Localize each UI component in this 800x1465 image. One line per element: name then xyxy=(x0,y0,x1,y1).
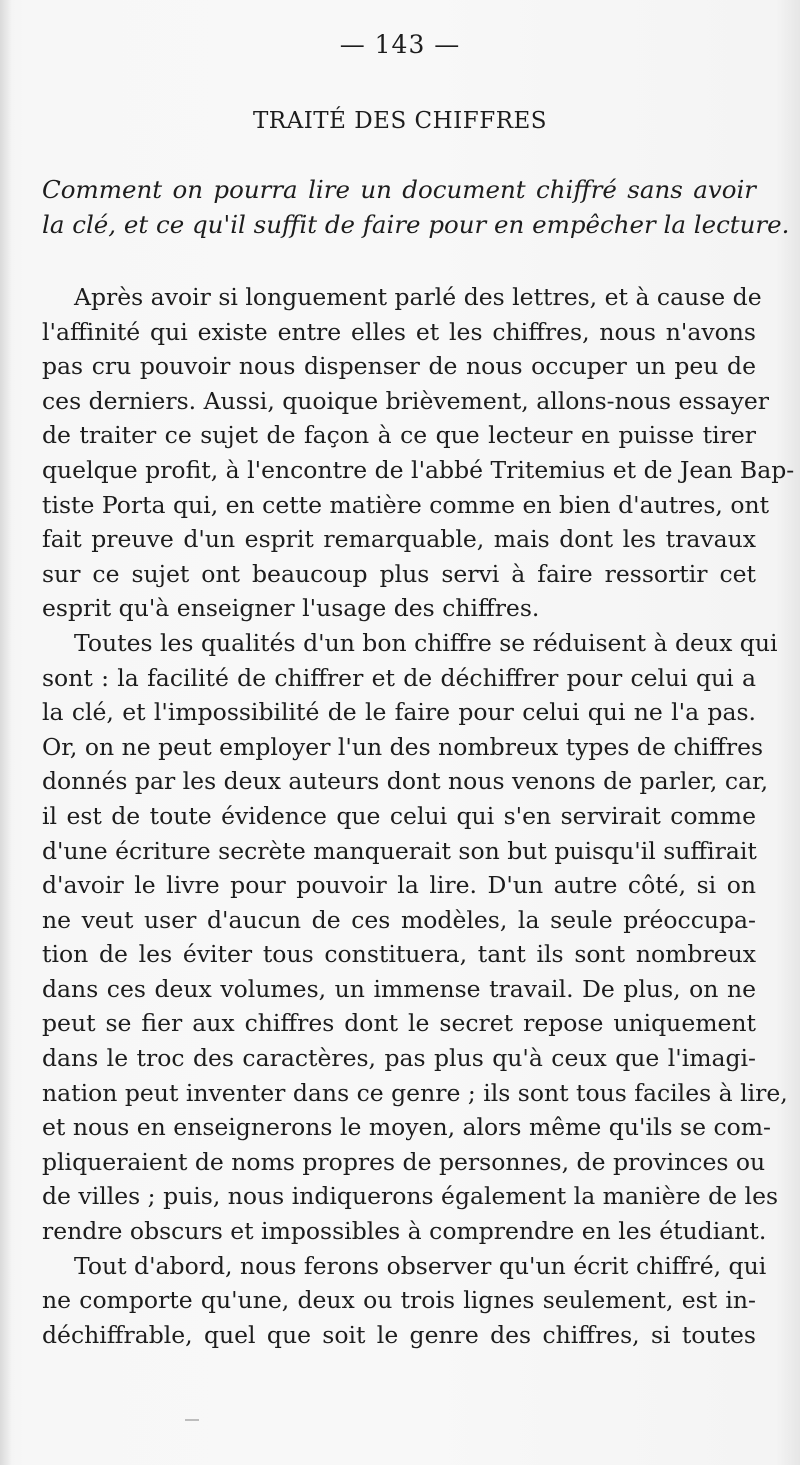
text-line: esprit qu'à enseigner l'usage des chiffres. xyxy=(42,594,540,623)
text-line: pliqueraient de noms propres de personnes, de provinces ou xyxy=(42,1147,766,1176)
text-line: ne veut user d'aucun de ces modèles, la seule préoccupa- xyxy=(42,905,756,934)
text-line: d'avoir le livre pour pouvoir la lire. D'un autre côté, si on xyxy=(42,871,756,900)
paragraph xyxy=(42,1249,767,1353)
text-line: tion de les éviter tous constituera, tant ils sont nombreux xyxy=(42,940,756,969)
text-line: de villes ; puis, nous indiquerons également la manière de les xyxy=(42,1182,779,1211)
text-line: sont : la facilité de chiffrer et de déchiffrer pour celui qui a xyxy=(42,663,756,692)
text-line: nation peut inventer dans ce genre ; ils sont tous faciles à lire, xyxy=(42,1078,788,1107)
text-line: sur ce sujet ont beaucoup plus servi à faire ressortir cet xyxy=(42,559,756,588)
text-line: dans le troc des caractères, pas plus qu'à ceux que l'imagi- xyxy=(42,1044,756,1073)
text-line: Or, on ne peut employer l'un des nombreux types de chiffres xyxy=(42,732,764,761)
page-number: — 143 — xyxy=(339,30,461,59)
text-line: quelque profit, à l'encontre de l'abbé Tritemius et de Jean Bap- xyxy=(42,455,795,484)
text-line: peut se fier aux chiffres dont le secret repose uniquement xyxy=(42,1009,756,1038)
paragraph xyxy=(42,280,795,626)
text-line: tiste Porta qui, en cette matière comme en bien d'autres, ont xyxy=(42,490,770,519)
ink-mark xyxy=(185,1419,199,1421)
text-line: Tout d'abord, nous ferons observer qu'un écrit chiffré, qui xyxy=(74,1251,767,1280)
text-line: déchiffrable, quel que soit le genre des chiffres, si toutes xyxy=(42,1320,756,1349)
body-text xyxy=(42,280,795,1352)
page-spine-shadow xyxy=(0,0,12,1465)
text-line: de traiter ce sujet de façon à ce que lecteur en puisse tirer xyxy=(42,421,756,450)
text-line: pas cru pouvoir nous dispenser de nous occuper un peu de xyxy=(42,352,756,381)
text-line: Toutes les qualités d'un bon chiffre se réduisent à deux qui xyxy=(74,628,778,657)
subtitle-line: la clé, et ce qu'il suffit de faire pour en empêcher la lecture. xyxy=(42,210,790,239)
chapter-title: TRAITÉ DES CHIFFRES xyxy=(252,108,548,134)
text-line: et nous en enseignerons le moyen, alors même qu'ils se com- xyxy=(42,1113,771,1142)
text-line: dans ces deux volumes, un immense travail. De plus, on ne xyxy=(42,974,756,1003)
text-line: l'affinité qui existe entre elles et les chiffres, nous n'avons xyxy=(42,317,756,346)
text-line: ces derniers. Aussi, quoique brièvement, allons-nous essayer xyxy=(42,386,769,415)
text-line: donnés par les deux auteurs dont nous venons de parler, car, xyxy=(42,767,769,796)
text-line: rendre obscurs et impossibles à comprendre en les étudiant. xyxy=(42,1217,767,1246)
chapter-subtitle xyxy=(42,172,790,242)
text-line: fait preuve d'un esprit remarquable, mais dont les travaux xyxy=(42,525,756,554)
text-line: la clé, et l'impossibilité de le faire pour celui qui ne l'a pas. xyxy=(42,698,756,727)
text-line: il est de toute évidence que celui qui s'en servirait comme xyxy=(42,801,756,830)
text-line: d'une écriture secrète manquerait son but puisqu'il suffirait xyxy=(42,836,757,865)
text-line: Après avoir si longuement parlé des lettres, et à cause de xyxy=(74,283,762,311)
text-line: ne comporte qu'une, deux ou trois lignes seulement, est in- xyxy=(42,1286,756,1315)
subtitle-line: Comment on pourra lire un document chiffré sans avoir xyxy=(42,175,756,204)
paragraph xyxy=(42,626,788,1249)
